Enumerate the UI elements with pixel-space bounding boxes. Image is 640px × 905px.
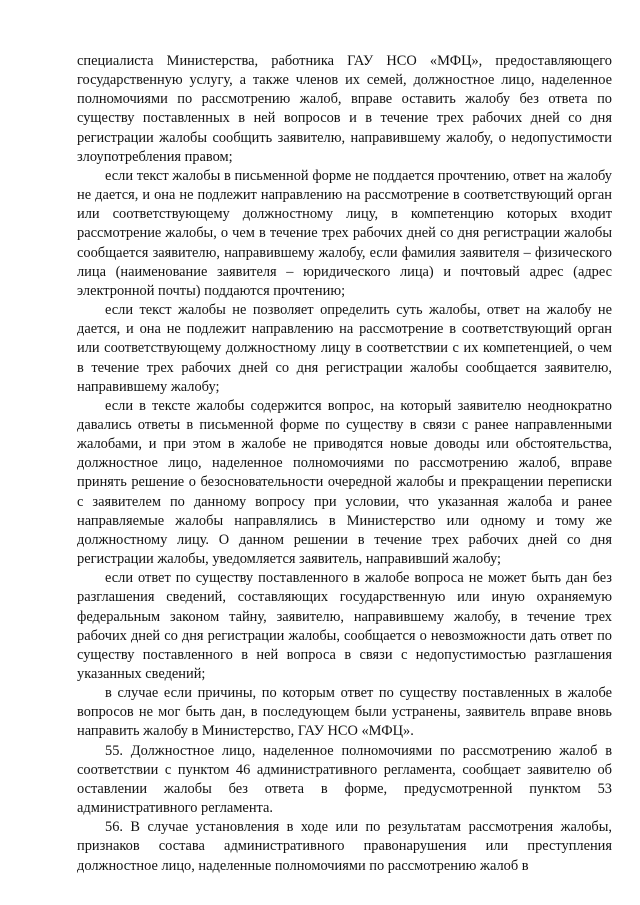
paragraph-reasons-eliminated: в случае если причины, по которым ответ по существу поставленных в жалобе вопросов не мог быть дан, в последующем были устранены, заявитель вправе вновь направить жалобу в Министерство, ГАУ НСО «МФЦ».: [77, 685, 612, 740]
paragraph-state-secret: если ответ по существу поставленного в жалобе вопроса не может быть дан без разглашения сведений, составляющих государственную или иную охраняемую федеральным законом тайну, заявителю, направившему жалобу, в течение трех рабочих дней со дня регистрации жалобы, сообщается о невозможности дать ответ по существу поставленного в ней вопроса в связи с недопустимостью разглашения указанных сведений;: [77, 570, 612, 682]
paragraph-clause-55: 55. Должностное лицо, наделенное полномочиями по рассмотрению жалоб в соответствии с пунктом 46 административного регламента, сообщает заявителю об оставлении жалобы без ответа в форме, предусмотренной пунктом 53 административного регламента.: [77, 742, 612, 817]
paragraph-repeated-question: если в тексте жалобы содержится вопрос, на который заявителю неоднократно давались ответы в письменной форме по существу в связи с ранее направленными жалобами, и при этом в жалобе не приводятся новые доводы или обстоятельства, должностное лицо, наделенное полномочиями по рассмотрению жалоб, вправе принять решение о безосновательности очередной жалобы и прекращении переписки с заявителем по данному вопросу при условии, что указанная жалоба и ранее направляемые жалобы направлялись в Министерство или одному и тому же должностному лицу. О данном решении в течение трех рабочих дней со дня регистрации жалобы, уведомляется заявитель, направивший жалобу;: [77, 397, 612, 568]
paragraph-unreadable-text: если текст жалобы в письменной форме не поддается прочтению, ответ на жалобу не дается, и она не подлежит направлению на рассмотрение в соответствующий орган или соответствующему должностному лицу, в компетенцию которых входит рассмотрение жалобы, о чем в течение трех рабочих дней со дня регистрации жалобы сообщается заявителю, направившему жалобу, если фамилия заявителя – физического лица (наименование заявителя – юридического лица) и почтовый адрес (адрес электронной почты) поддаются прочтению;: [77, 167, 612, 299]
paragraph-clause-56: 56. В случае установления в ходе или по результатам рассмотрения жалобы, признаков состава административного правонарушения или преступления должностное лицо, наделенные полномочиями по рассмотрению жалоб в: [77, 819, 612, 874]
document-page: [77, 52, 612, 876]
paragraph-undefined-essence: если текст жалобы не позволяет определить суть жалобы, ответ на жалобу не дается, и она не подлежит направлению на рассмотрение в соответствующий орган или соответствующему должностному лицу в соответствии с их компетенцией, о чем в течение трех рабочих дней со дня регистрации жалобы сообщается заявителю, направившему жалобу;: [77, 302, 612, 395]
paragraph-abuse-of-right: специалиста Министерства, работника ГАУ НСО «МФЦ», предоставляющего государственную услугу, а также членов их семей, должностное лицо, наделенное полномочиями по рассмотрению жалоб, вправе оставить жалобу без ответа по существу поставленных в ней вопросов и в течение трех рабочих дней со дня регистрации жалобы сообщить заявителю, направившему жалобу, о недопустимости злоупотребления правом;: [77, 53, 612, 165]
